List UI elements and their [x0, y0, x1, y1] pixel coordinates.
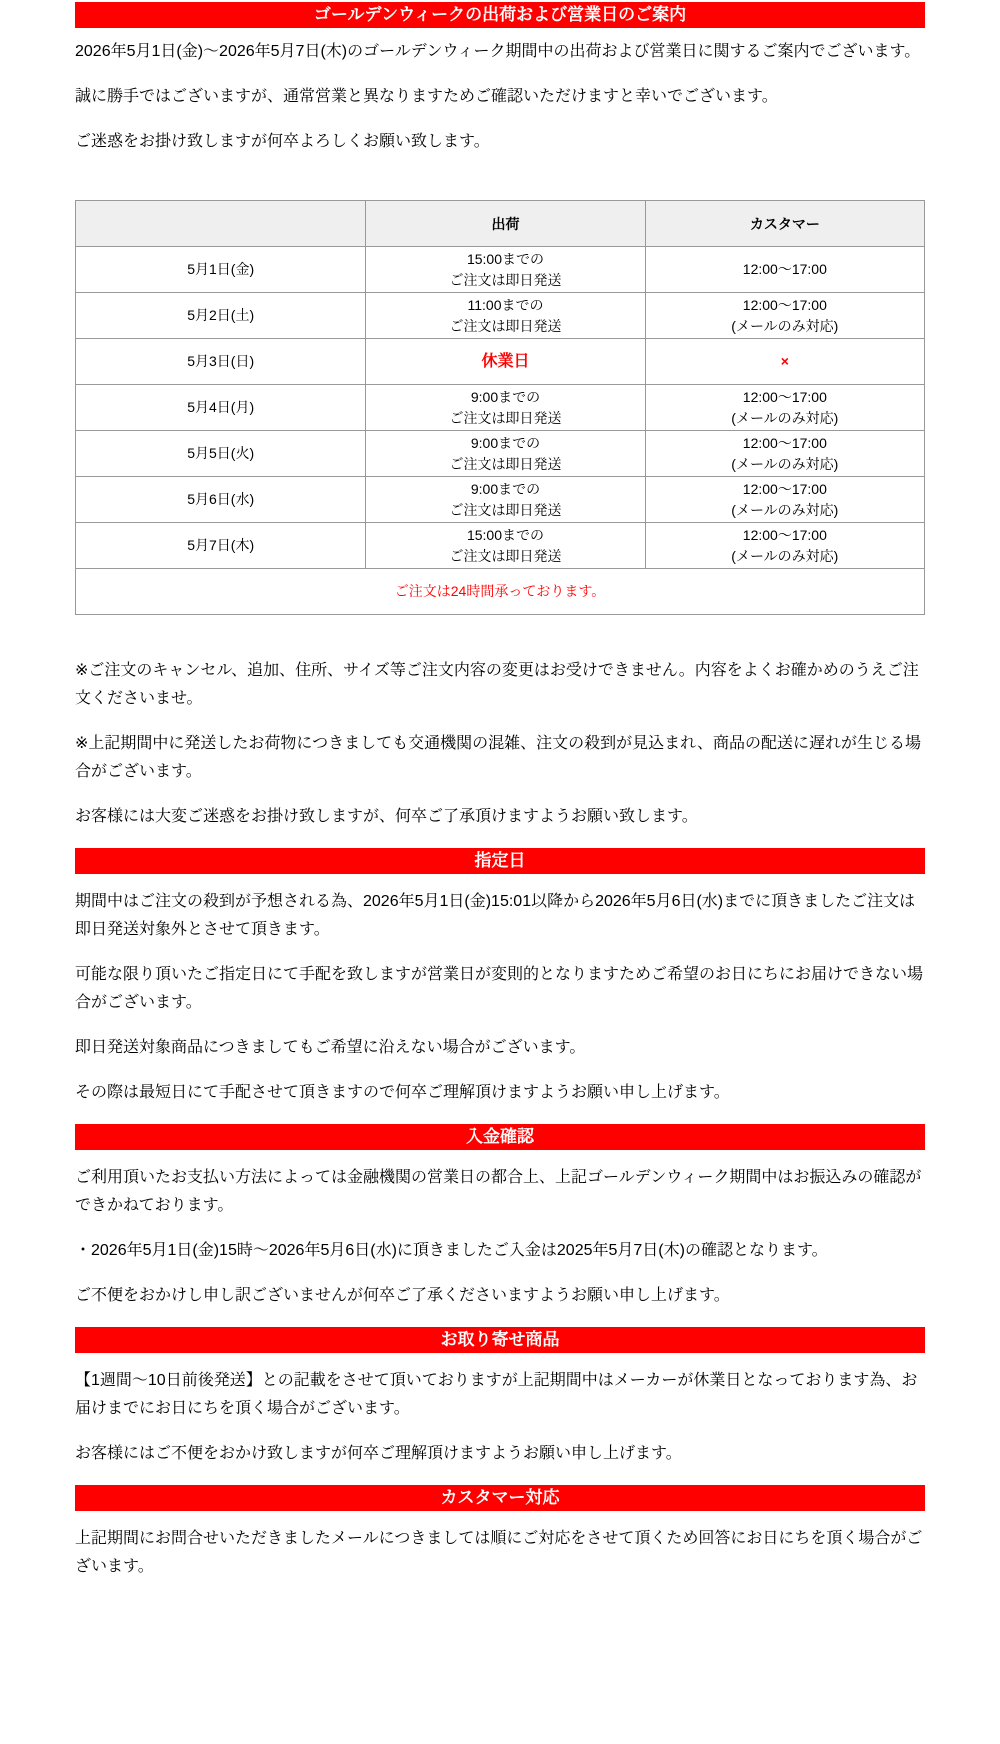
table-header-row [76, 201, 925, 247]
date-column-header [76, 201, 366, 247]
date-cell: 5月3日(日) [76, 339, 366, 385]
shipping-line: ご注文は即日発送 [449, 317, 562, 334]
business-days-table [75, 200, 925, 615]
note-paragraph: ※ご注文のキャンセル、追加、住所、サイズ等ご注文内容の変更はお受けできません。内容をよくお確かめのうえご注文くださいませ。 [75, 662, 919, 707]
date-cell: 5月7日(木) [76, 523, 366, 569]
closed-day-x-mark: × [780, 353, 789, 370]
date-cell: 5月1日(金) [76, 247, 366, 293]
intro-paragraph: 誠に勝手ではございますが、通常営業と異なりますためご確認いただけますと幸いでございます。 [75, 88, 778, 105]
customer-cell [645, 523, 924, 569]
date-cell: 5月2日(土) [76, 293, 366, 339]
section-title-customer-support: カスタマー対応 [75, 1485, 925, 1511]
customer-cell [645, 385, 924, 431]
section-paragraph: その際は最短日にて手配させて頂きますので何卒ご理解頂けますようお願い申し上げます。 [75, 1084, 730, 1101]
section-paragraph: 可能な限り頂いたご指定日にて手配を致しますが営業日が変則的となりますためご希望のお日にちにお届けできない場合がございます。 [75, 966, 924, 1011]
customer-line: (メールのみ対応) [731, 409, 839, 426]
shipping-line: ご注文は即日発送 [449, 455, 562, 472]
customer-line: (メールのみ対応) [731, 501, 839, 518]
shipping-line: 15:00までの [466, 527, 545, 544]
shipping-cell [366, 523, 645, 569]
section-paragraph: 期間中はご注文の殺到が予想される為、2026年5月1日(金)15:01以降から2026年5月6日(水)までに頂きましたご注文は即日発送対象外とさせて頂きます。 [75, 893, 916, 938]
customer-line: 12:00～17:00 [742, 435, 827, 452]
notice-page [75, 0, 925, 1581]
section-paragraph: 即日発送対象商品につきましてもご希望に沿えない場合がございます。 [75, 1039, 586, 1056]
shipping-cell [366, 477, 645, 523]
date-cell: 5月4日(月) [76, 385, 366, 431]
customer-line: 12:00～17:00 [742, 527, 827, 544]
closed-day-label: 休業日 [481, 352, 530, 370]
section-paragraph: お客様にはご不便をおかけ致しますが何卒ご理解頂けますようお願い申し上げます。 [75, 1445, 682, 1462]
customer-cell-closed [645, 339, 924, 385]
section-title-backorder-items: お取り寄せ商品 [75, 1327, 925, 1353]
table-row [76, 523, 925, 569]
table-footer-row [76, 569, 925, 615]
section-paragraph: 上記期間にお問合せいただきましたメールにつきましては順にご対応をさせて頂くため回答にお日にちを頂く場合がございます。 [75, 1530, 923, 1575]
shipping-line: ご注文は即日発送 [449, 547, 562, 564]
customer-line: 12:00～17:00 [742, 481, 827, 498]
note-paragraph: ※上記期間中に発送したお荷物につきましても交通機関の混雑、注文の殺到が見込まれ、商品の配送に遅れが生じる場合がございます。 [75, 735, 922, 780]
customer-line: (メールのみ対応) [731, 547, 839, 564]
customer-line: 12:00～17:00 [742, 261, 827, 278]
shipping-cell [366, 385, 645, 431]
date-cell: 5月6日(水) [76, 477, 366, 523]
table-row [76, 431, 925, 477]
shipping-line: 9:00までの [470, 389, 541, 406]
section-paragraph: ご不便をおかけし申し訳ございませんが何卒ご了承くださいますようお願い申し上げます。 [75, 1287, 730, 1304]
customer-column-header: カスタマー [645, 201, 924, 247]
customer-cell [645, 431, 924, 477]
customer-line: 12:00～17:00 [742, 297, 827, 314]
customer-cell [645, 247, 924, 293]
intro-paragraph: ご迷惑をお掛け致しますが何卒よろしくお願い致します。 [75, 133, 490, 150]
shipping-line: 9:00までの [470, 435, 541, 452]
shipping-line: ご注文は即日発送 [449, 409, 562, 426]
date-cell: 5月5日(火) [76, 431, 366, 477]
customer-line: (メールのみ対応) [731, 317, 839, 334]
customer-cell [645, 293, 924, 339]
shipping-line: 9:00までの [470, 481, 541, 498]
customer-cell [645, 477, 924, 523]
shipping-cell [366, 293, 645, 339]
shipping-line: ご注文は即日発送 [449, 501, 562, 518]
shipping-cell [366, 247, 645, 293]
table-row [76, 385, 925, 431]
customer-line: (メールのみ対応) [731, 455, 839, 472]
shipping-line: ご注文は即日発送 [449, 271, 562, 288]
shipping-line: 15:00までの [466, 251, 545, 268]
shipping-cell [366, 431, 645, 477]
customer-line: 12:00～17:00 [742, 389, 827, 406]
shipping-column-header: 出荷 [366, 201, 645, 247]
section-paragraph: ご利用頂いたお支払い方法によっては金融機関の営業日の都合上、上記ゴールデンウィーク期間中はお振込みの確認ができかねております。 [75, 1169, 922, 1214]
table-row-closed-day [76, 339, 925, 385]
shipping-cell-closed [366, 339, 645, 385]
intro-paragraph: 2026年5月1日(金)～2026年5月7日(木)のゴールデンウィーク期間中の出荷および営業日に関するご案内でございます。 [75, 43, 921, 60]
table-row [76, 247, 925, 293]
section-paragraph: ・2026年5月1日(金)15時～2026年5月6日(水)に頂きましたご入金は2025年5月7日(木)の確認となります。 [75, 1242, 828, 1259]
section-paragraph: 【1週間～10日前後発送】との記載をさせて頂いておりますが上記期間中はメーカーが休業日となっております為、お届けまでにお日にちを頂く場合がございます。 [75, 1372, 918, 1417]
shipping-line: 11:00までの [467, 297, 544, 314]
table-row [76, 477, 925, 523]
section-title-payment-confirmation: 入金確認 [75, 1124, 925, 1150]
orders-24h-note: ご注文は24時間承っております。 [76, 569, 925, 615]
note-paragraph: お客様には大変ご迷惑をお掛け致しますが、何卒ご了承頂けますようお願い致します。 [75, 808, 698, 825]
table-row [76, 293, 925, 339]
page-title: ゴールデンウィークの出荷および営業日のご案内 [75, 2, 925, 28]
section-title-designated-date: 指定日 [75, 848, 925, 874]
